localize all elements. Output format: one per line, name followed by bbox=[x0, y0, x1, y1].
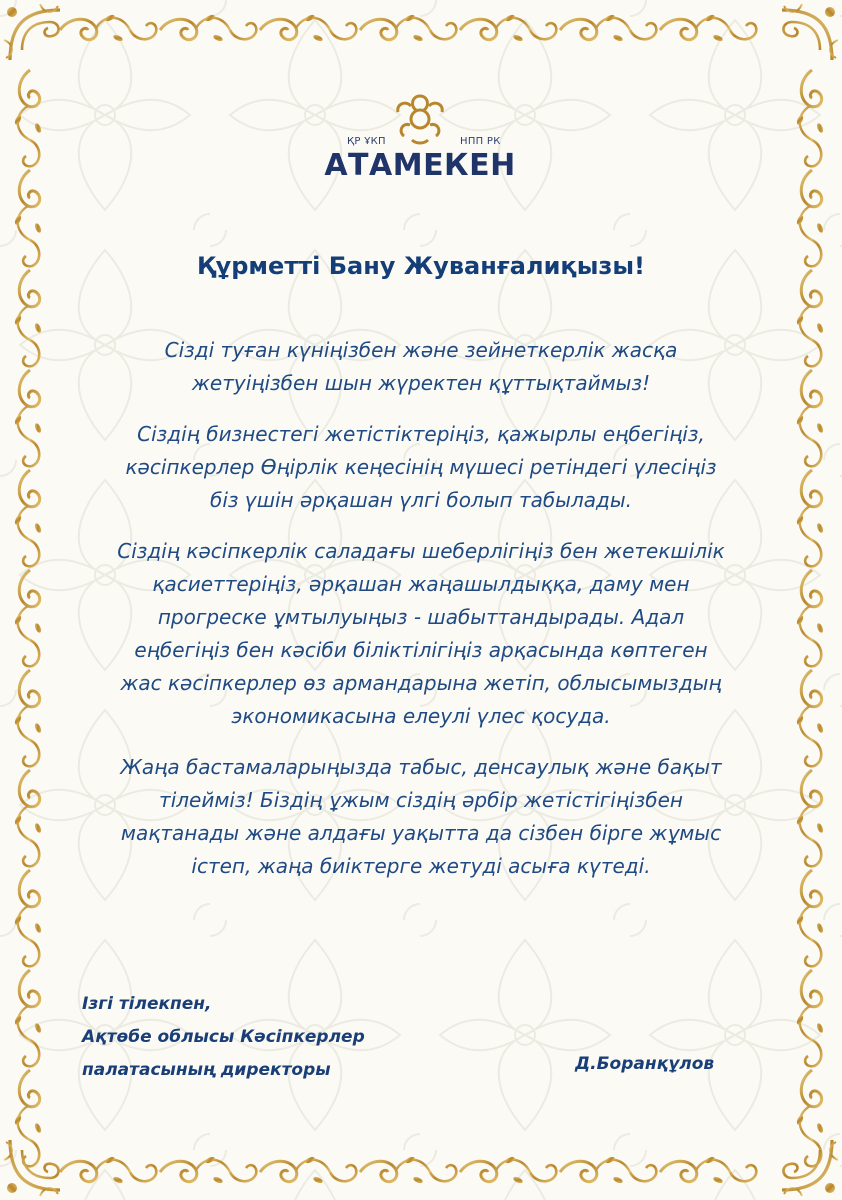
greeting-heading: Құрметті Бану Жуванғалиқызы! bbox=[197, 252, 645, 280]
signature-organization: Ақтөбе облысы Кәсіпкерлер bbox=[82, 1027, 365, 1047]
text-line: тілейміз! Біздің ұжым сіздің әрбір жетістігіңізбен bbox=[159, 788, 683, 812]
atameken-emblem-icon bbox=[390, 92, 450, 146]
signature-closing: Ізгі тілекпен, bbox=[82, 994, 212, 1014]
text-line: істеп, жаңа биіктерге жетуді асыға күтеді. bbox=[191, 854, 651, 878]
text-line: экономикасына елеулі үлес қосуда. bbox=[231, 704, 611, 728]
paragraph bbox=[70, 418, 772, 517]
text-line: кәсіпкерлер Өңірлік кеңесінің мүшесі ретіндегі үлесіңіз bbox=[125, 455, 717, 479]
letter-body bbox=[70, 334, 772, 901]
logo-name: АТАМЕКЕН bbox=[324, 148, 516, 183]
text-line: жетуіңізбен шын жүректен құттықтаймыз! bbox=[191, 371, 651, 395]
signatory-name: Д.Боранқұлов bbox=[575, 1054, 715, 1074]
text-line: Сіздің бизнестегі жетістіктеріңіз, қажырлы еңбегіңіз, bbox=[137, 422, 705, 446]
signature-block bbox=[82, 988, 502, 1087]
paragraph bbox=[70, 535, 772, 733]
text-line: біз үшін әрқашан үлгі болып табылады. bbox=[209, 488, 632, 512]
text-line: қасиеттеріңіз, әрқашан жаңашылдыққа, даму мен bbox=[152, 572, 690, 596]
signature-position: палатасының директоры bbox=[82, 1060, 331, 1080]
text-line: Сізді туған күніңізбен және зейнеткерлік жасқа bbox=[164, 338, 678, 362]
text-line: прогреске ұмтылуыңыз - шабыттандырады. Адал bbox=[157, 605, 685, 629]
paragraph bbox=[70, 751, 772, 883]
text-line: жас кәсіпкерлер өз армандарына жетіп, облысымыздың bbox=[120, 671, 722, 695]
logo-right-subtitle: НПП РК bbox=[460, 136, 501, 147]
text-line: Сіздің кәсіпкерлік саладағы шеберлігіңіз бен жетекшілік bbox=[117, 539, 725, 563]
text-line: мақтанады және алдағы уақытта да сізбен бірге жұмыс bbox=[120, 821, 722, 845]
text-line: еңбегіңіз бен кәсіби біліктілігіңіз арқасында көптеген bbox=[134, 638, 708, 662]
logo-left-subtitle: ҚР ҰКП bbox=[347, 136, 386, 147]
paragraph bbox=[70, 334, 772, 400]
text-line: Жаңа бастамаларыңызда табыс, денсаулық және бақыт bbox=[120, 755, 722, 779]
atameken-logo bbox=[320, 92, 520, 187]
